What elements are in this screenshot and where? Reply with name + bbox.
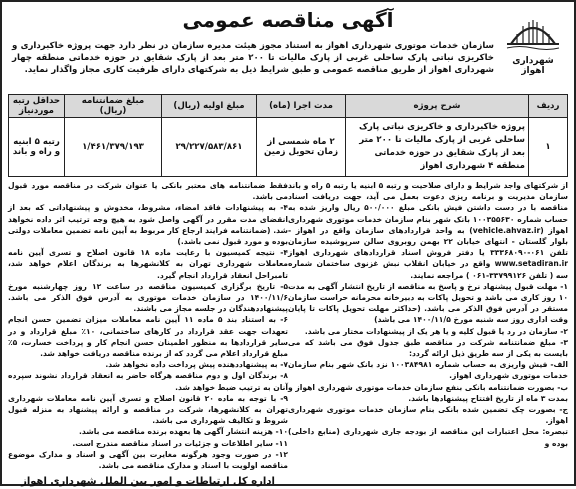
paragraph: ۱۰- هزینه انتشار آگهی ها بعهده برنده مناقصه می باشد. [79, 427, 288, 437]
col-header-min-rank: حداقل رتبه موردنیاز [9, 95, 65, 118]
col-header-index: ردیف [529, 95, 568, 118]
paragraph: ۹- با توجه به ماده ۲۰ قانون اصلاح و تسری آیین نامه معاملات شهرداری تهران به کلانشهرها، شرکت در مناقصه و ارائه پیشنهاد به منزله قبول شروط و تکالیف شهرداری می باشد. [8, 393, 288, 426]
col-header-guarantee-amount: مبلغ ضمانتنامه (ریال) [65, 95, 162, 118]
paragraph: ۸- برندگان اول و دوم مناقصه هرگاه حاضر به انعقاد قرارداد نشوند سپرده آنان به ترتیب ضبط خواهد شد. [8, 371, 288, 392]
logo-caption: شهرداری اهواز [512, 56, 554, 76]
cell-description: پروژه خاکبرداری و خاکریزی نباتی پارک ساحلی غربی از پارک مالیات تا ۲۰۰ متر بعد از پارک شقایق در حوزه خدماتی منطقه ۴ شهرداری اهواز [346, 118, 529, 177]
col-header-initial-amount: مبلغ اولیه (ریال) [162, 95, 257, 118]
paragraph: ۳- مبلغ ضمانتنامه شرکت در مناقصه طبق جدول فوق می باشد که می بایست به یکی از سه طریق ذیل ارائه گردد: [288, 337, 568, 359]
paragraph: ۶- به استناد بند ۵ ماده ۱۱ آیین نامه معاملات میزان تضمین حسن انجام تعهدات جهت عقد قرارداد در کارهای ساختمانی، ۱۰٪ مبلغ قرارداد و در سایر قراردادها به منظور اطمینان حسن انجام کار و پرداخت خسارت، ۵٪ مبلغ قرارداد اعلام می گردد که از برنده مناقصه دریافت خواهد شد. [8, 315, 288, 359]
paragraph: ب- بصورت ضمانتنامه بانکی بنفع سازمان خدمات موتوری شهرداری اهواز و بمدت ۳ ماه از تاریخ افتتاح پیشنهادها باشد. [288, 382, 568, 403]
cell-duration: ۲ ماه شمسی از زمان تحویل زمین [257, 118, 346, 177]
paragraph: از شرکتهای واجد شرایط و دارای صلاحیت و رتبه ۵ ابنیه یا رتبه ۵ راه و باند سازمان مدیریت و برنامه ریزی دعوت بعمل می آید، جهت دریافت اسناد مناقصه با در دست داشتن فیش بانکی مبلغ ۵۰۰/۰۰۰ ریال واریز شده به حساب شماره ۱۰۰۳۵۵۶۳۰ بانک شهر بنام سازمان خدمات موتوری شهرداری اهواز (vehicle.ahvaz.ir) به واحد قراردادهای سازمان واقع در اهواز - بلوار گلستان - انتهای خیابان ۲۲ بهمن روبروی سالن سرپوشیده سازمان تلفن ۰۶۱-۳۳۳۶۸۰۹۰ یا دفتر فروش اسناد قراردادهای شهرداری اهواز www.setadiran.ir واقع در خیابان انقلاب نبش غزنوی ساختمان شماره سه ( تلفن ۳۳۷۹۹۱۲۶-۰۶۱ ) مراجعه نمایند. [288, 181, 569, 280]
col-header-duration: مدت اجرا (ماه) [257, 95, 346, 118]
cell-index: ۱ [529, 118, 568, 177]
paragraph: ج- بصورت چک تضمین شده بانکی بنام سازمان خدمات موتوری شهرداری اهواز. [288, 405, 568, 426]
conditions-column-right [288, 180, 568, 480]
paragraph: الف- فیش واریزی به حساب شماره ۱۰۰۳۸۴۹۸۱ نزد بانک شهر بنام سازمان خدمات موتوری شهرداری اهواز. [288, 360, 568, 381]
notice-title: آگهی مناقصه عمومی [182, 8, 394, 32]
paragraph: تبصره: محل اعتبارات این مناقصه از بودجه جاری شهرداری (منابع داخلی) بوده و [288, 427, 568, 448]
notice-body [8, 180, 569, 488]
paragraph: ۴- نتیجه کمیسیون با رعایت ماده ۱۸ قانون اصلاح و تسری آیین نامه معاملات شهرداری تهران به کلانشهرها به برندگان اعلام خواهد شد، تامبراحل انعقاد قرارداد انجام گیرد. [8, 248, 288, 280]
notice-header [8, 6, 568, 92]
paragraph: ۷- به پیشنهاددهنده پیش پرداخت داده نخواهد شد. [105, 360, 288, 370]
col-header-description: شرح پروژه [346, 95, 529, 118]
paragraph: ۱- مهلت قبول پیشنهاد نرخ و پاسخ به مناقصه از تاریخ انتشار آگهی به مدت ۱۰ روز کاری می باشد و تحویل پاکات به دبیرخانه محرمانه حراست سازمان مستقر در آدرس فوق الذکر می باشد. (حداکثر مهلت تحویل پاکات تا پایان وقت اداری روز سه شنبه مورخ ۱۴۰۰/۱۱/۵ می باشد) [288, 281, 568, 325]
cell-min-rank: رتبه ۵ ابنیه و راه و باند [9, 118, 65, 177]
table-row [9, 118, 568, 177]
paragraph: فقط ضمانتنامه های معتبر بانکی یا عنوان شرکت در مناقصه مورد قبول می باشد. [8, 181, 288, 202]
cell-guarantee-amount: ۱/۴۶۱/۳۷۹/۱۹۳ [65, 118, 162, 177]
paragraph: ۵- تاریخ برگزاری کمیسیون مناقصه در ساعت ۱۲ روز چهارشنبه مورخ ۱۴۰۰/۱۱/۶ در سازمان خدمات موتوری به آدرس فوق الذکر می باشد. پیشنهاددهندگان در جلسه مجاز می باشند. [8, 281, 288, 314]
cell-initial-amount: ۲۹/۲۲۷/۵۸۳/۸۶۱ [162, 118, 257, 177]
paragraph: ۴- به پیشنهادات فاقد امضاء، مشروط، مخدوش و پیشنهاداتی که بعد از انقضای مدت مقرر در آگهی واصل شود به هیچ وجه ترتیب اثر داده نخواهد شد. (ضمانتنامه فرایند ارجاع کار مربوط به آیین نامه تضمین معاملات دولتی بوده و مورد قبول نمی باشد.) [8, 203, 288, 247]
paragraph: ۱۱- سایر اطلاعات و جزئیات در اسناد مناقصه مندرج است. [72, 438, 288, 448]
tender-table [8, 94, 568, 177]
notice-intro: سازمان خدمات موتوری شهرداری اهواز به استناد مجوز هیئت مدیره سازمان در نظر دارد جهت پروژه خاکبرداری و خاکریزی نباتی پارک ساحلی غربی از پارک مالیات تا ۲۰۰ متر بعد از پارک شقایق در حوزه خدماتی منطقه چهار شهرداری اهواز از طریق مناقصه عمومی و طبق شرایط ذیل به شرکتهای دارای ظرفیت کاری مجاز واگذار نماید. [12, 41, 494, 75]
paragraph: ۱۲- در صورت وجود هرگونه مغایرت بین آگهی و اسناد و مدارک موضوع مناقصه اولویت با اسناد و مدارک مناقصه می باشد. [8, 449, 288, 471]
table-header-row [9, 95, 568, 118]
conditions-column-left [8, 180, 288, 488]
paragraph: ۲- سازمان در رد یا قبول کلیه و یا هر یک از پیشنهادات مختار می باشد. [304, 326, 568, 336]
issuer-signature: اداره کل ارتباطات و امور بین الملل شهرداری اهواز [21, 476, 275, 488]
